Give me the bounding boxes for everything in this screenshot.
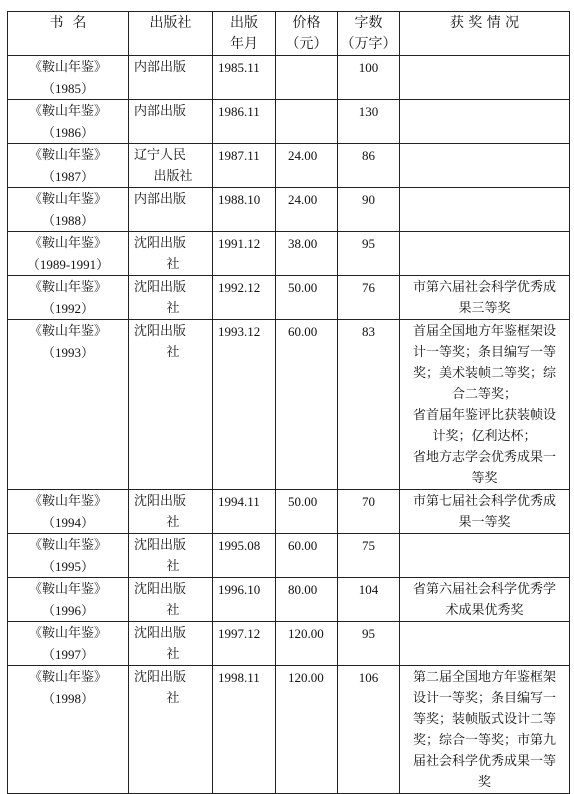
award-line: 计奖；亿利达杯； <box>432 429 537 444</box>
book-year: （1985） <box>41 81 94 96</box>
awards-cell <box>400 144 570 188</box>
award-line: 奖；综合一等奖；市第九 <box>412 733 556 748</box>
word-count-cell <box>338 666 400 794</box>
publisher-line: 内部出版 <box>134 104 187 119</box>
book-name-cell <box>8 666 129 794</box>
word-count-cell <box>338 578 400 622</box>
publisher-cell <box>129 490 213 534</box>
price-cell <box>276 232 338 276</box>
book-title: 《鞍山年鉴》 <box>28 148 107 163</box>
award-line: 等奖 <box>471 471 498 486</box>
word-count-cell <box>338 490 400 534</box>
word-count-value: 106 <box>358 670 379 685</box>
publisher-line: 出版社 <box>153 169 193 184</box>
word-count-value: 76 <box>362 280 375 295</box>
price-value: 120.00 <box>288 626 324 641</box>
price-cell <box>276 666 338 794</box>
price-cell <box>276 578 338 622</box>
table-body <box>8 56 570 794</box>
pub-date-cell <box>213 534 276 578</box>
book-title: 《鞍山年鉴》 <box>28 192 107 207</box>
awards-cell <box>400 232 570 276</box>
word-count-cell <box>338 622 400 666</box>
publisher-line: 社 <box>166 301 180 316</box>
word-count-cell <box>338 320 400 490</box>
header-name: 书 名 <box>8 12 129 56</box>
pub-date-value: 1988.10 <box>218 192 261 207</box>
award-line: 计一等奖；条目编写一等 <box>412 345 556 360</box>
table-row <box>8 578 570 622</box>
publisher-cell <box>129 666 213 794</box>
book-year: （1998） <box>41 691 94 706</box>
word-count-cell <box>338 144 400 188</box>
book-year: （1996） <box>41 603 94 618</box>
award-line: 奖；美术装帧二等奖；综 <box>412 366 556 381</box>
table-row <box>8 622 570 666</box>
book-year: （1992） <box>41 301 94 316</box>
awards-cell <box>400 666 570 794</box>
publisher-cell <box>129 56 213 100</box>
book-title: 《鞍山年鉴》 <box>28 280 107 295</box>
awards-cell <box>400 578 570 622</box>
price-value: 38.00 <box>288 236 318 251</box>
word-count-cell <box>338 534 400 578</box>
header-awards: 获 奖 情 况 <box>400 12 570 56</box>
awards-cell <box>400 490 570 534</box>
book-year: （1989-1991） <box>26 257 110 272</box>
pub-date-cell <box>213 276 276 320</box>
publisher-cell <box>129 534 213 578</box>
price-value: 50.00 <box>288 280 318 295</box>
price-value: 120.00 <box>288 670 324 685</box>
word-count-value: 95 <box>362 236 375 251</box>
word-count-value: 104 <box>358 582 379 597</box>
award-line: 省第六届社会科学优秀学 <box>412 582 556 597</box>
table-row <box>8 100 570 144</box>
award-line: 果一等奖 <box>458 515 511 530</box>
award-line: 届社会科学优秀成果一等 <box>412 754 556 769</box>
book-name-cell <box>8 144 129 188</box>
pub-date-cell <box>213 622 276 666</box>
pub-date-value: 1985.11 <box>218 60 260 75</box>
publisher-line: 社 <box>166 559 180 574</box>
awards-cell <box>400 188 570 232</box>
pub-date-value: 1992.12 <box>218 280 261 295</box>
pub-date-cell <box>213 100 276 144</box>
header-words: 字数 （万字） <box>338 12 400 56</box>
word-count-cell <box>338 188 400 232</box>
book-title: 《鞍山年鉴》 <box>28 60 107 75</box>
pub-date-cell <box>213 144 276 188</box>
pub-date-cell <box>213 578 276 622</box>
book-name-cell <box>8 534 129 578</box>
pub-date-cell <box>213 320 276 490</box>
book-name-cell <box>8 320 129 490</box>
yearbook-table <box>7 11 570 794</box>
award-line: 果三等奖 <box>458 301 511 316</box>
publisher-line: 沈阳出版 <box>134 324 187 339</box>
word-count-value: 95 <box>362 626 375 641</box>
pub-date-value: 1997.12 <box>218 626 261 641</box>
publisher-cell <box>129 232 213 276</box>
publisher-line: 社 <box>166 647 180 662</box>
award-line: 首届全国地方年鉴框架设 <box>412 324 556 339</box>
publisher-line: 内部出版 <box>134 60 187 75</box>
price-cell <box>276 100 338 144</box>
pub-date-value: 1986.11 <box>218 104 260 119</box>
price-value: 24.00 <box>288 192 318 207</box>
header-price: 价格 （元） <box>276 12 338 56</box>
book-title: 《鞍山年鉴》 <box>28 626 107 641</box>
word-count-cell <box>338 100 400 144</box>
book-title: 《鞍山年鉴》 <box>28 582 107 597</box>
awards-cell <box>400 56 570 100</box>
table-row <box>8 534 570 578</box>
publisher-line: 沈阳出版 <box>134 626 187 641</box>
book-year: （1987） <box>41 169 94 184</box>
price-value: 60.00 <box>288 538 318 553</box>
book-title: 《鞍山年鉴》 <box>28 324 107 339</box>
award-line: 奖 <box>477 775 491 790</box>
book-title: 《鞍山年鉴》 <box>28 104 107 119</box>
pub-date-value: 1994.11 <box>218 494 260 509</box>
book-year: （1995） <box>41 559 94 574</box>
award-line: 设计一等奖；条目编写一 <box>412 691 556 706</box>
price-value: 80.00 <box>288 582 318 597</box>
book-year: （1986） <box>41 125 94 140</box>
price-cell <box>276 276 338 320</box>
pub-date-value: 1991.12 <box>218 236 261 251</box>
publisher-cell <box>129 188 213 232</box>
price-cell <box>276 490 338 534</box>
pub-date-value: 1995.08 <box>218 538 261 553</box>
book-name-cell <box>8 100 129 144</box>
award-line: 等奖；装帧版式设计二等 <box>412 712 556 727</box>
publisher-line: 社 <box>166 345 180 360</box>
word-count-cell <box>338 232 400 276</box>
book-title: 《鞍山年鉴》 <box>28 538 107 553</box>
header-pub-date: 出版 年月 <box>213 12 276 56</box>
word-count-value: 75 <box>362 538 375 553</box>
price-cell <box>276 56 338 100</box>
pub-date-cell <box>213 490 276 534</box>
book-name-cell <box>8 56 129 100</box>
price-cell <box>276 320 338 490</box>
award-line: 市第六届社会科学优秀成 <box>412 280 556 295</box>
publisher-line: 社 <box>166 691 180 706</box>
price-cell <box>276 622 338 666</box>
book-title: 《鞍山年鉴》 <box>28 494 107 509</box>
awards-cell <box>400 100 570 144</box>
publisher-line: 沈阳出版 <box>134 494 187 509</box>
table-row <box>8 144 570 188</box>
awards-cell <box>400 320 570 490</box>
publisher-line: 社 <box>166 257 180 272</box>
book-year: （1994） <box>41 515 94 530</box>
price-cell <box>276 534 338 578</box>
publisher-line: 沈阳出版 <box>134 538 187 553</box>
book-name-cell <box>8 276 129 320</box>
book-name-cell <box>8 490 129 534</box>
awards-cell <box>400 534 570 578</box>
publisher-line: 沈阳出版 <box>134 236 187 251</box>
publisher-line: 社 <box>166 603 180 618</box>
publisher-line: 沈阳出版 <box>134 670 187 685</box>
header-publisher: 出版社 <box>129 12 213 56</box>
award-line: 第二届全国地方年鉴框架 <box>412 670 556 685</box>
pub-date-value: 1993.12 <box>218 324 261 339</box>
word-count-value: 130 <box>358 104 379 119</box>
word-count-value: 86 <box>362 148 375 163</box>
book-title: 《鞍山年鉴》 <box>28 236 107 251</box>
word-count-cell <box>338 276 400 320</box>
book-name-cell <box>8 232 129 276</box>
word-count-value: 90 <box>362 192 375 207</box>
table-row <box>8 666 570 794</box>
publisher-line: 内部出版 <box>134 192 187 207</box>
table-row <box>8 320 570 490</box>
book-year: （1988） <box>41 213 94 228</box>
word-count-value: 83 <box>362 324 375 339</box>
award-line: 省地方志学会优秀成果一 <box>412 450 556 465</box>
price-value: 50.00 <box>288 494 318 509</box>
table-row <box>8 56 570 100</box>
book-year: （1993） <box>41 345 94 360</box>
price-value: 60.00 <box>288 324 318 339</box>
pub-date-value: 1987.11 <box>218 148 260 163</box>
publisher-cell <box>129 144 213 188</box>
price-value: 24.00 <box>288 148 318 163</box>
word-count-value: 70 <box>362 494 375 509</box>
price-cell <box>276 144 338 188</box>
publisher-cell <box>129 276 213 320</box>
book-title: 《鞍山年鉴》 <box>28 670 107 685</box>
pub-date-cell <box>213 56 276 100</box>
awards-cell <box>400 622 570 666</box>
pub-date-cell <box>213 188 276 232</box>
award-line: 市第七届社会科学优秀成 <box>412 494 556 509</box>
award-line: 术成果优秀奖 <box>445 603 524 618</box>
table-row <box>8 188 570 232</box>
book-name-cell <box>8 578 129 622</box>
book-name-cell <box>8 188 129 232</box>
publisher-cell <box>129 100 213 144</box>
table-header-row <box>8 12 570 56</box>
award-line: 合二等奖； <box>451 387 517 402</box>
publisher-line: 沈阳出版 <box>134 582 187 597</box>
pub-date-value: 1998.11 <box>218 670 260 685</box>
award-line: 省首届年鉴评比获装帧设 <box>412 408 556 423</box>
publisher-cell <box>129 622 213 666</box>
publisher-line: 沈阳出版 <box>134 280 187 295</box>
pub-date-value: 1996.10 <box>218 582 261 597</box>
table-row <box>8 490 570 534</box>
pub-date-cell <box>213 232 276 276</box>
book-year: （1997） <box>41 647 94 662</box>
table-row <box>8 276 570 320</box>
price-cell <box>276 188 338 232</box>
awards-cell <box>400 276 570 320</box>
publisher-line: 辽宁人民 <box>134 148 187 163</box>
publisher-cell <box>129 320 213 490</box>
publisher-cell <box>129 578 213 622</box>
publisher-line: 社 <box>166 515 180 530</box>
word-count-cell <box>338 56 400 100</box>
word-count-value: 100 <box>358 60 379 75</box>
pub-date-cell <box>213 666 276 794</box>
table-row <box>8 232 570 276</box>
book-name-cell <box>8 622 129 666</box>
